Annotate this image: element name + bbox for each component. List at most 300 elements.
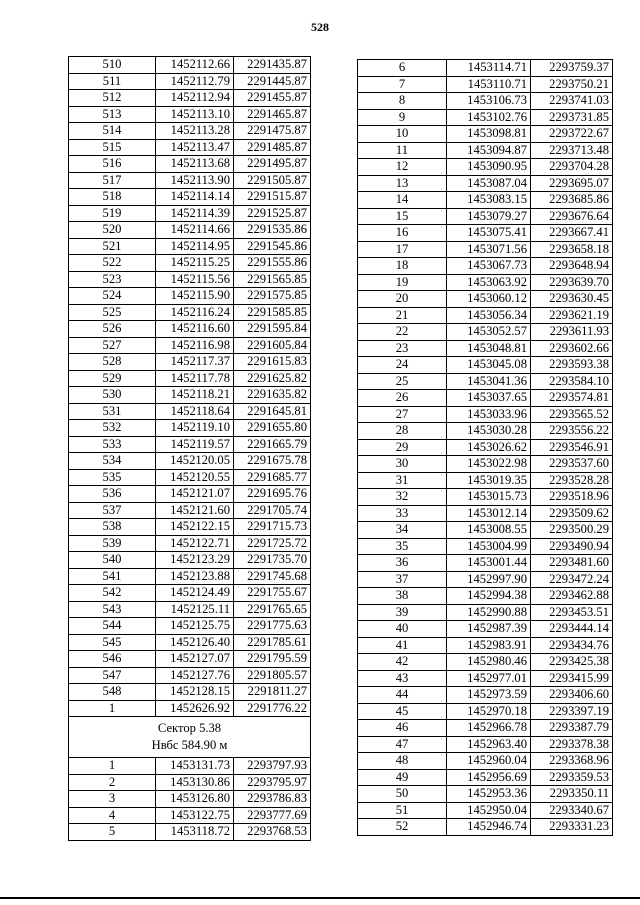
table-row [358, 175, 613, 192]
table-row [69, 57, 311, 74]
x-coordinate-cell: 1453056.34 [447, 307, 531, 324]
y-coordinate-cell: 2291505.87 [234, 172, 311, 189]
x-coordinate-cell: 1453079.27 [447, 208, 531, 225]
y-coordinate-cell: 2293444.14 [531, 621, 613, 638]
point-number-cell: 6 [358, 60, 447, 77]
point-number-cell: 535 [69, 469, 156, 486]
x-coordinate-cell: 1452116.24 [156, 304, 234, 321]
y-coordinate-cell: 2291775.63 [234, 618, 311, 635]
table-row [69, 354, 311, 371]
point-number-cell: 49 [358, 769, 447, 786]
point-number-cell: 542 [69, 585, 156, 602]
y-coordinate-cell: 2293786.83 [234, 791, 311, 808]
y-coordinate-cell: 2293340.67 [531, 802, 613, 819]
table-row [358, 307, 613, 324]
point-number-cell: 51 [358, 802, 447, 819]
point-number-cell: 14 [358, 192, 447, 209]
table-row [358, 588, 613, 605]
table-row [69, 123, 311, 140]
table-row [69, 90, 311, 107]
y-coordinate-cell: 2293387.79 [531, 720, 613, 737]
table-row [69, 824, 311, 841]
x-coordinate-cell: 1452124.49 [156, 585, 234, 602]
point-number-cell: 519 [69, 205, 156, 222]
y-coordinate-cell: 2293704.28 [531, 159, 613, 176]
y-coordinate-cell: 2291705.74 [234, 502, 311, 519]
x-coordinate-cell: 1453012.14 [447, 505, 531, 522]
point-number-cell: 523 [69, 271, 156, 288]
table-row [69, 139, 311, 156]
y-coordinate-cell: 2291811.27 [234, 684, 311, 701]
x-coordinate-cell: 1453098.81 [447, 126, 531, 143]
x-coordinate-cell: 1453037.65 [447, 390, 531, 407]
point-number-cell: 17 [358, 241, 447, 258]
x-coordinate-cell: 1452113.90 [156, 172, 234, 189]
x-coordinate-cell: 1452946.74 [447, 819, 531, 836]
x-coordinate-cell: 1453041.36 [447, 373, 531, 390]
point-number-cell: 24 [358, 357, 447, 374]
y-coordinate-cell: 2293795.97 [234, 774, 311, 791]
point-number-cell: 4 [69, 807, 156, 824]
x-coordinate-cell: 1453052.57 [447, 324, 531, 341]
point-number-cell: 40 [358, 621, 447, 638]
table-row [358, 555, 613, 572]
table-row [69, 634, 311, 651]
table-row [358, 819, 613, 836]
y-coordinate-cell: 2291625.82 [234, 370, 311, 387]
x-coordinate-cell: 1453015.73 [447, 489, 531, 506]
left-table-body-a [69, 57, 311, 717]
table-row [358, 456, 613, 473]
section-title: Сектор 5.38 [157, 721, 222, 735]
point-number-cell: 534 [69, 453, 156, 470]
x-coordinate-cell: 1452990.88 [447, 604, 531, 621]
point-number-cell: 32 [358, 489, 447, 506]
x-coordinate-cell: 1452126.40 [156, 634, 234, 651]
table-row [358, 769, 613, 786]
x-coordinate-cell: 1453114.71 [447, 60, 531, 77]
table-row [69, 436, 311, 453]
table-row [69, 552, 311, 569]
y-coordinate-cell: 2293331.23 [531, 819, 613, 836]
point-number-cell: 539 [69, 535, 156, 552]
y-coordinate-cell: 2293722.67 [531, 126, 613, 143]
x-coordinate-cell: 1452977.01 [447, 670, 531, 687]
point-number-cell: 525 [69, 304, 156, 321]
table-row [358, 571, 613, 588]
table-row [69, 469, 311, 486]
y-coordinate-cell: 2293406.60 [531, 687, 613, 704]
point-number-cell: 11 [358, 142, 447, 159]
table-row [69, 222, 311, 239]
x-coordinate-cell: 1452114.39 [156, 205, 234, 222]
y-coordinate-cell: 2291435.87 [234, 57, 311, 74]
y-coordinate-cell: 2291805.57 [234, 667, 311, 684]
y-coordinate-cell: 2291735.70 [234, 552, 311, 569]
table-row [69, 238, 311, 255]
point-number-cell: 527 [69, 337, 156, 354]
y-coordinate-cell: 2293593.38 [531, 357, 613, 374]
x-coordinate-cell: 1452987.39 [447, 621, 531, 638]
x-coordinate-cell: 1453126.80 [156, 791, 234, 808]
point-number-cell: 544 [69, 618, 156, 635]
y-coordinate-cell: 2293359.53 [531, 769, 613, 786]
point-number-cell: 537 [69, 502, 156, 519]
y-coordinate-cell: 2293667.41 [531, 225, 613, 242]
y-coordinate-cell: 2293621.19 [531, 307, 613, 324]
point-number-cell: 516 [69, 156, 156, 173]
y-coordinate-cell: 2291445.87 [234, 73, 311, 90]
x-coordinate-cell: 1452113.10 [156, 106, 234, 123]
section-header-block [69, 717, 311, 758]
table-row [358, 604, 613, 621]
y-coordinate-cell: 2293453.51 [531, 604, 613, 621]
y-coordinate-cell: 2291605.84 [234, 337, 311, 354]
x-coordinate-cell: 1452960.04 [447, 753, 531, 770]
table-row [358, 687, 613, 704]
table-row [69, 568, 311, 585]
x-coordinate-cell: 1452115.25 [156, 255, 234, 272]
x-coordinate-cell: 1453067.73 [447, 258, 531, 275]
x-coordinate-cell: 1453102.76 [447, 109, 531, 126]
x-coordinate-cell: 1452950.04 [447, 802, 531, 819]
x-coordinate-cell: 1452113.28 [156, 123, 234, 140]
point-number-cell: 33 [358, 505, 447, 522]
x-coordinate-cell: 1452112.94 [156, 90, 234, 107]
point-number-cell: 15 [358, 208, 447, 225]
x-coordinate-cell: 1453106.73 [447, 93, 531, 110]
y-coordinate-cell: 2291475.87 [234, 123, 311, 140]
table-row [358, 60, 613, 77]
point-number-cell: 533 [69, 436, 156, 453]
point-number-cell: 44 [358, 687, 447, 704]
y-coordinate-cell: 2293741.03 [531, 93, 613, 110]
point-number-cell: 36 [358, 555, 447, 572]
left-coordinates-table [68, 56, 311, 841]
y-coordinate-cell: 2291565.85 [234, 271, 311, 288]
x-coordinate-cell: 1452125.75 [156, 618, 234, 635]
table-row [358, 703, 613, 720]
y-coordinate-cell: 2291495.87 [234, 156, 311, 173]
point-number-cell: 16 [358, 225, 447, 242]
x-coordinate-cell: 1452119.10 [156, 420, 234, 437]
y-coordinate-cell: 2293676.64 [531, 208, 613, 225]
y-coordinate-cell: 2293768.53 [234, 824, 311, 841]
x-coordinate-cell: 1452114.95 [156, 238, 234, 255]
point-number-cell: 524 [69, 288, 156, 305]
y-coordinate-cell: 2291645.81 [234, 403, 311, 420]
point-number-cell: 48 [358, 753, 447, 770]
y-coordinate-cell: 2291725.72 [234, 535, 311, 552]
table-row [69, 486, 311, 503]
table-row [69, 304, 311, 321]
table-row [69, 156, 311, 173]
x-coordinate-cell: 1453130.86 [156, 774, 234, 791]
y-coordinate-cell: 2291595.84 [234, 321, 311, 338]
y-coordinate-cell: 2293584.10 [531, 373, 613, 390]
x-coordinate-cell: 1452997.90 [447, 571, 531, 588]
point-number-cell: 541 [69, 568, 156, 585]
point-number-cell: 536 [69, 486, 156, 503]
point-number-cell: 18 [358, 258, 447, 275]
point-number-cell: 41 [358, 637, 447, 654]
y-coordinate-cell: 2293518.96 [531, 489, 613, 506]
table-row [358, 654, 613, 671]
table-row [69, 189, 311, 206]
y-coordinate-cell: 2293611.93 [531, 324, 613, 341]
table-row [69, 172, 311, 189]
y-coordinate-cell: 2293648.94 [531, 258, 613, 275]
y-coordinate-cell: 2293685.86 [531, 192, 613, 209]
point-number-cell: 31 [358, 472, 447, 489]
table-row [358, 142, 613, 159]
x-coordinate-cell: 1452118.64 [156, 403, 234, 420]
table-row [358, 736, 613, 753]
x-coordinate-cell: 1452120.05 [156, 453, 234, 470]
x-coordinate-cell: 1452626.92 [156, 700, 234, 717]
table-row [358, 241, 613, 258]
y-coordinate-cell: 2293546.91 [531, 439, 613, 456]
bottom-rule [0, 897, 640, 899]
point-number-cell: 27 [358, 406, 447, 423]
y-coordinate-cell: 2291795.59 [234, 651, 311, 668]
table-row [69, 321, 311, 338]
x-coordinate-cell: 1453019.35 [447, 472, 531, 489]
point-number-cell: 1 [69, 758, 156, 775]
x-coordinate-cell: 1452115.90 [156, 288, 234, 305]
y-coordinate-cell: 2291715.73 [234, 519, 311, 536]
x-coordinate-cell: 1452953.36 [447, 786, 531, 803]
table-row [69, 337, 311, 354]
y-coordinate-cell: 2293658.18 [531, 241, 613, 258]
y-coordinate-cell: 2293630.45 [531, 291, 613, 308]
table-row [69, 420, 311, 437]
point-number-cell: 21 [358, 307, 447, 324]
y-coordinate-cell: 2293695.07 [531, 175, 613, 192]
point-number-cell: 530 [69, 387, 156, 404]
x-coordinate-cell: 1452123.29 [156, 552, 234, 569]
table-row [358, 340, 613, 357]
point-number-cell: 522 [69, 255, 156, 272]
y-coordinate-cell: 2293777.69 [234, 807, 311, 824]
point-number-cell: 520 [69, 222, 156, 239]
y-coordinate-cell: 2293397.19 [531, 703, 613, 720]
table-row [69, 700, 311, 717]
point-number-cell: 8 [358, 93, 447, 110]
x-coordinate-cell: 1452122.15 [156, 519, 234, 536]
table-row [358, 637, 613, 654]
y-coordinate-cell: 2291785.61 [234, 634, 311, 651]
table-row [358, 159, 613, 176]
table-row [69, 667, 311, 684]
x-coordinate-cell: 1452963.40 [447, 736, 531, 753]
table-row [69, 618, 311, 635]
y-coordinate-cell: 2291685.77 [234, 469, 311, 486]
table-row [358, 505, 613, 522]
point-number-cell: 540 [69, 552, 156, 569]
point-number-cell: 35 [358, 538, 447, 555]
y-coordinate-cell: 2293462.88 [531, 588, 613, 605]
y-coordinate-cell: 2291575.85 [234, 288, 311, 305]
table-row [358, 192, 613, 209]
y-coordinate-cell: 2293490.94 [531, 538, 613, 555]
point-number-cell: 531 [69, 403, 156, 420]
x-coordinate-cell: 1453131.73 [156, 758, 234, 775]
point-number-cell: 26 [358, 390, 447, 407]
y-coordinate-cell: 2293565.52 [531, 406, 613, 423]
x-coordinate-cell: 1453060.12 [447, 291, 531, 308]
table-row [358, 802, 613, 819]
point-number-cell: 548 [69, 684, 156, 701]
point-number-cell: 19 [358, 274, 447, 291]
x-coordinate-cell: 1453087.04 [447, 175, 531, 192]
table-row [69, 453, 311, 470]
point-number-cell: 528 [69, 354, 156, 371]
point-number-cell: 37 [358, 571, 447, 588]
table-row [358, 274, 613, 291]
table-row [358, 258, 613, 275]
section-header-cell [69, 717, 311, 758]
x-coordinate-cell: 1452117.37 [156, 354, 234, 371]
x-coordinate-cell: 1452121.07 [156, 486, 234, 503]
y-coordinate-cell: 2293574.81 [531, 390, 613, 407]
table-row [358, 126, 613, 143]
table-row [69, 73, 311, 90]
point-number-cell: 529 [69, 370, 156, 387]
y-coordinate-cell: 2293750.21 [531, 76, 613, 93]
x-coordinate-cell: 1452980.46 [447, 654, 531, 671]
table-row [69, 601, 311, 618]
left-table-body-b [69, 758, 311, 841]
y-coordinate-cell: 2291665.79 [234, 436, 311, 453]
table-row [69, 535, 311, 552]
x-coordinate-cell: 1452970.18 [447, 703, 531, 720]
point-number-cell: 13 [358, 175, 447, 192]
x-coordinate-cell: 1453004.99 [447, 538, 531, 555]
point-number-cell: 50 [358, 786, 447, 803]
point-number-cell: 45 [358, 703, 447, 720]
y-coordinate-cell: 2291675.78 [234, 453, 311, 470]
y-coordinate-cell: 2291555.86 [234, 255, 311, 272]
point-number-cell: 20 [358, 291, 447, 308]
y-coordinate-cell: 2291545.86 [234, 238, 311, 255]
table-row [69, 370, 311, 387]
x-coordinate-cell: 1453033.96 [447, 406, 531, 423]
y-coordinate-cell: 2291535.86 [234, 222, 311, 239]
x-coordinate-cell: 1452956.69 [447, 769, 531, 786]
point-number-cell: 9 [358, 109, 447, 126]
x-coordinate-cell: 1453122.75 [156, 807, 234, 824]
y-coordinate-cell: 2291755.67 [234, 585, 311, 602]
table-row [69, 255, 311, 272]
x-coordinate-cell: 1452117.78 [156, 370, 234, 387]
section-header-row [69, 717, 311, 758]
x-coordinate-cell: 1452127.07 [156, 651, 234, 668]
y-coordinate-cell: 2291585.85 [234, 304, 311, 321]
x-coordinate-cell: 1453001.44 [447, 555, 531, 572]
table-row [358, 291, 613, 308]
x-coordinate-cell: 1453090.95 [447, 159, 531, 176]
table-row [358, 786, 613, 803]
table-row [69, 651, 311, 668]
table-row [358, 208, 613, 225]
y-coordinate-cell: 2293797.93 [234, 758, 311, 775]
table-row [358, 357, 613, 374]
point-number-cell: 12 [358, 159, 447, 176]
point-number-cell: 513 [69, 106, 156, 123]
table-row [69, 774, 311, 791]
table-row [358, 109, 613, 126]
right-coordinates-table [357, 59, 613, 836]
table-row [358, 720, 613, 737]
point-number-cell: 38 [358, 588, 447, 605]
point-number-cell: 2 [69, 774, 156, 791]
table-row [69, 502, 311, 519]
table-row [358, 390, 613, 407]
y-coordinate-cell: 2293350.11 [531, 786, 613, 803]
point-number-cell: 28 [358, 423, 447, 440]
x-coordinate-cell: 1453030.28 [447, 423, 531, 440]
table-row [358, 93, 613, 110]
table-row [69, 585, 311, 602]
y-coordinate-cell: 2293731.85 [531, 109, 613, 126]
x-coordinate-cell: 1452116.60 [156, 321, 234, 338]
y-coordinate-cell: 2291515.87 [234, 189, 311, 206]
point-number-cell: 3 [69, 791, 156, 808]
table-row [69, 403, 311, 420]
table-row [358, 423, 613, 440]
point-number-cell: 512 [69, 90, 156, 107]
x-coordinate-cell: 1453094.87 [447, 142, 531, 159]
table-row [358, 373, 613, 390]
y-coordinate-cell: 2293528.28 [531, 472, 613, 489]
point-number-cell: 43 [358, 670, 447, 687]
point-number-cell: 7 [358, 76, 447, 93]
table-row [69, 288, 311, 305]
y-coordinate-cell: 2293472.24 [531, 571, 613, 588]
x-coordinate-cell: 1453075.41 [447, 225, 531, 242]
y-coordinate-cell: 2293556.22 [531, 423, 613, 440]
point-number-cell: 543 [69, 601, 156, 618]
point-number-cell: 34 [358, 522, 447, 539]
x-coordinate-cell: 1453008.55 [447, 522, 531, 539]
point-number-cell: 510 [69, 57, 156, 74]
y-coordinate-cell: 2291745.68 [234, 568, 311, 585]
y-coordinate-cell: 2293759.37 [531, 60, 613, 77]
y-coordinate-cell: 2293434.76 [531, 637, 613, 654]
x-coordinate-cell: 1452983.91 [447, 637, 531, 654]
y-coordinate-cell: 2291615.83 [234, 354, 311, 371]
x-coordinate-cell: 1452114.66 [156, 222, 234, 239]
x-coordinate-cell: 1452116.98 [156, 337, 234, 354]
table-row [358, 324, 613, 341]
point-number-cell: 5 [69, 824, 156, 841]
table-row [358, 406, 613, 423]
y-coordinate-cell: 2293500.29 [531, 522, 613, 539]
x-coordinate-cell: 1452118.21 [156, 387, 234, 404]
table-row [358, 522, 613, 539]
x-coordinate-cell: 1452115.56 [156, 271, 234, 288]
x-coordinate-cell: 1452119.57 [156, 436, 234, 453]
x-coordinate-cell: 1453063.92 [447, 274, 531, 291]
point-number-cell: 25 [358, 373, 447, 390]
y-coordinate-cell: 2293415.99 [531, 670, 613, 687]
y-coordinate-cell: 2293425.38 [531, 654, 613, 671]
y-coordinate-cell: 2291635.82 [234, 387, 311, 404]
x-coordinate-cell: 1452112.66 [156, 57, 234, 74]
x-coordinate-cell: 1453118.72 [156, 824, 234, 841]
point-number-cell: 518 [69, 189, 156, 206]
